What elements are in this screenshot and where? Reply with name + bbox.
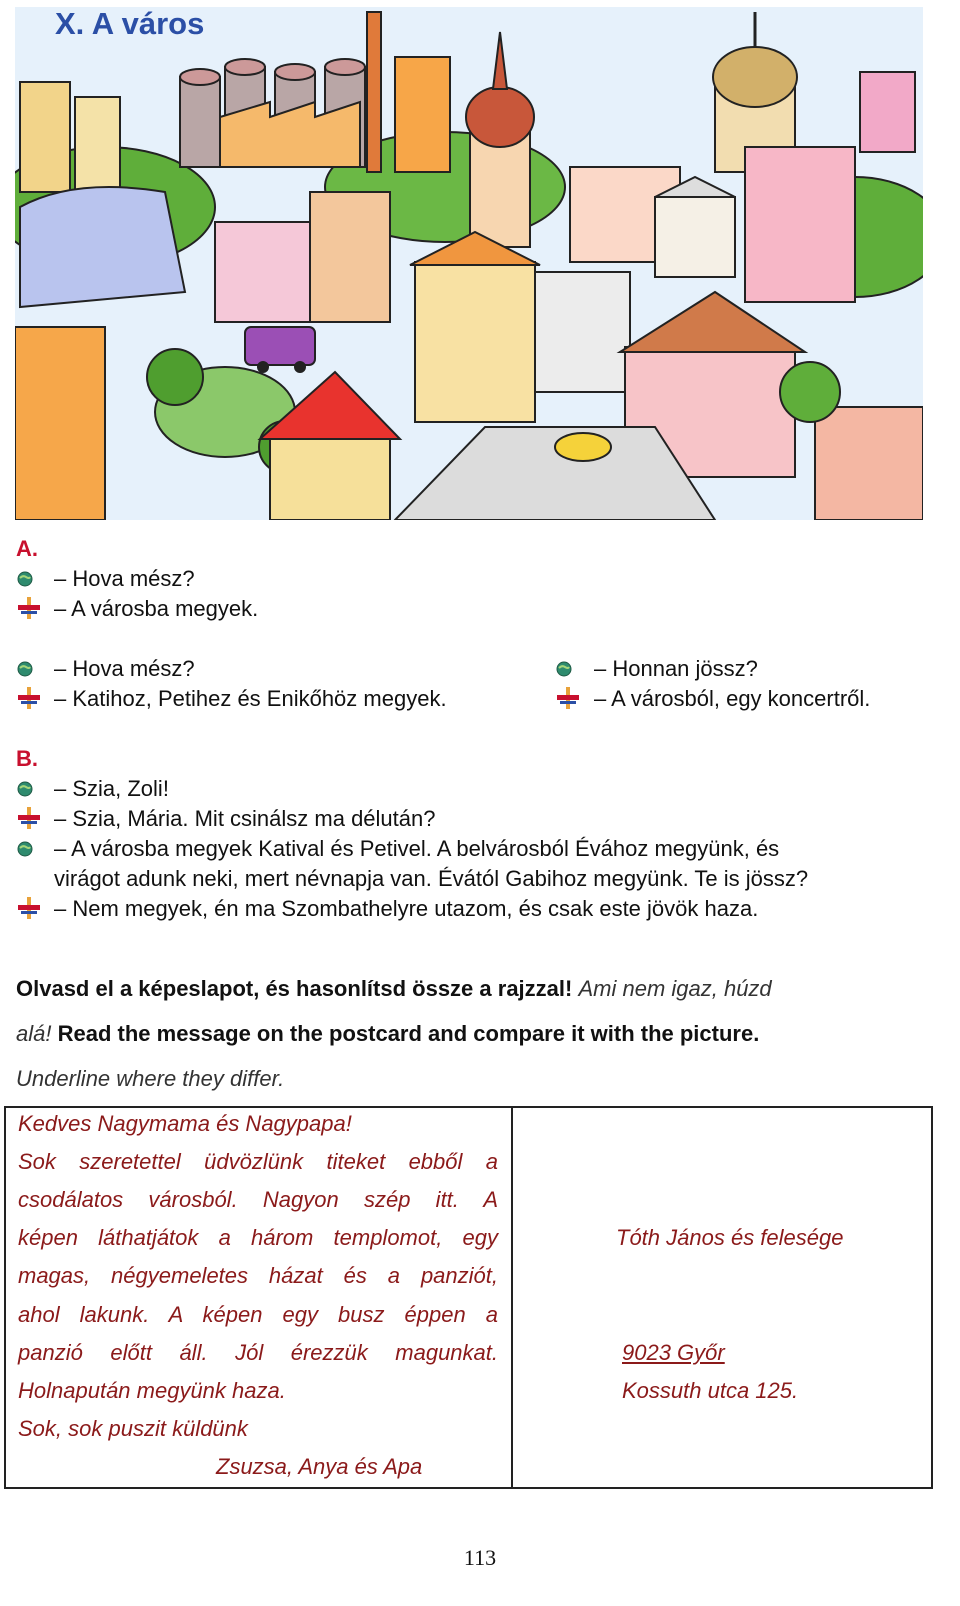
postcard-message-line: magas, négyemeletes házat és a panziót, xyxy=(18,1263,498,1288)
dialog-line: – Nem megyek, én ma Szombathelyre utazom, és csak este jövök haza. xyxy=(54,896,759,921)
instruction-hu-bold: Olvasd el a képeslapot, és hasonlítsd össze a rajzzal! xyxy=(16,976,573,1001)
postcard-message-line: panzió előtt áll. Jól érezzük magunkat. xyxy=(18,1340,498,1365)
postcard-message-line: ahol lakunk. A képen egy busz éppen a xyxy=(18,1302,498,1327)
dialog-line: virágot adunk neki, mert névnapja van. Évától Gabihoz megyünk. Te is jössz? xyxy=(54,866,809,891)
postcard-message-line: Sok szeretettel üdvözlünk titeket ebből a xyxy=(18,1149,498,1174)
address-name: Tóth János és felesége xyxy=(616,1225,844,1250)
page-number: 113 xyxy=(463,1545,497,1570)
address-city: 9023 Győr xyxy=(622,1340,725,1365)
postcard xyxy=(4,1106,933,1489)
dialog-line: – Honnan jössz? xyxy=(594,656,758,681)
globe-icon xyxy=(556,661,572,677)
dialog-line: – Szia, Mária. Mit csinálsz ma délután? xyxy=(54,806,436,831)
instruction-en xyxy=(16,1021,759,1047)
figure-icon xyxy=(556,686,580,710)
postcard-message-line: Holnapután megyünk haza. xyxy=(18,1378,286,1403)
address-street: Kossuth utca 125. xyxy=(622,1378,799,1403)
instruction-en-italic xyxy=(16,1066,284,1092)
dialog-line: – A városba megyek Katival és Petivel. A belvárosból Évához megyünk, és xyxy=(54,836,780,861)
postcard-message-line: Sok, sok puszit küldünk xyxy=(18,1416,248,1441)
dialog-line: – Katihoz, Petihez és Enikőhöz megyek. xyxy=(54,686,447,711)
postcard-message-line: Kedves Nagymama és Nagypapa! xyxy=(18,1111,352,1136)
figure-icon xyxy=(17,896,41,920)
instruction-hu xyxy=(16,976,772,1002)
figure-icon xyxy=(17,596,41,620)
globe-icon xyxy=(17,841,33,857)
instruction-hu-italic: Ami nem igaz, húzd xyxy=(578,976,772,1001)
dialog-line: – Hova mész? xyxy=(54,656,195,681)
postcard-message-line: csodálatos városból. Nagyon szép itt. A xyxy=(18,1187,498,1212)
city-illustration xyxy=(15,7,923,520)
postcard-divider xyxy=(511,1108,513,1487)
section-b-label: B. xyxy=(16,746,38,771)
dialog-line: – Hova mész? xyxy=(54,566,195,591)
dialog-line: – A városba megyek. xyxy=(54,596,259,621)
section-a-label: A. xyxy=(16,536,38,561)
instruction-en-bold: Read the message on the postcard and compare it with the picture. xyxy=(57,1021,760,1046)
dialog-line: – A városból, egy koncertről. xyxy=(594,686,871,711)
instruction-hu-italic: alá! xyxy=(16,1021,52,1046)
globe-icon xyxy=(17,781,33,797)
instruction-en-italic-text: Underline where they differ. xyxy=(16,1066,285,1091)
globe-icon xyxy=(17,661,33,677)
figure-icon xyxy=(17,806,41,830)
globe-icon xyxy=(17,571,33,587)
figure-icon xyxy=(17,686,41,710)
postcard-signature: Zsuzsa, Anya és Apa xyxy=(216,1454,423,1479)
postcard-message-line: képen láthatjátok a három templomot, egy xyxy=(18,1225,498,1250)
page-title: X. A város xyxy=(55,6,205,41)
dialog-line: – Szia, Zoli! xyxy=(54,776,169,801)
